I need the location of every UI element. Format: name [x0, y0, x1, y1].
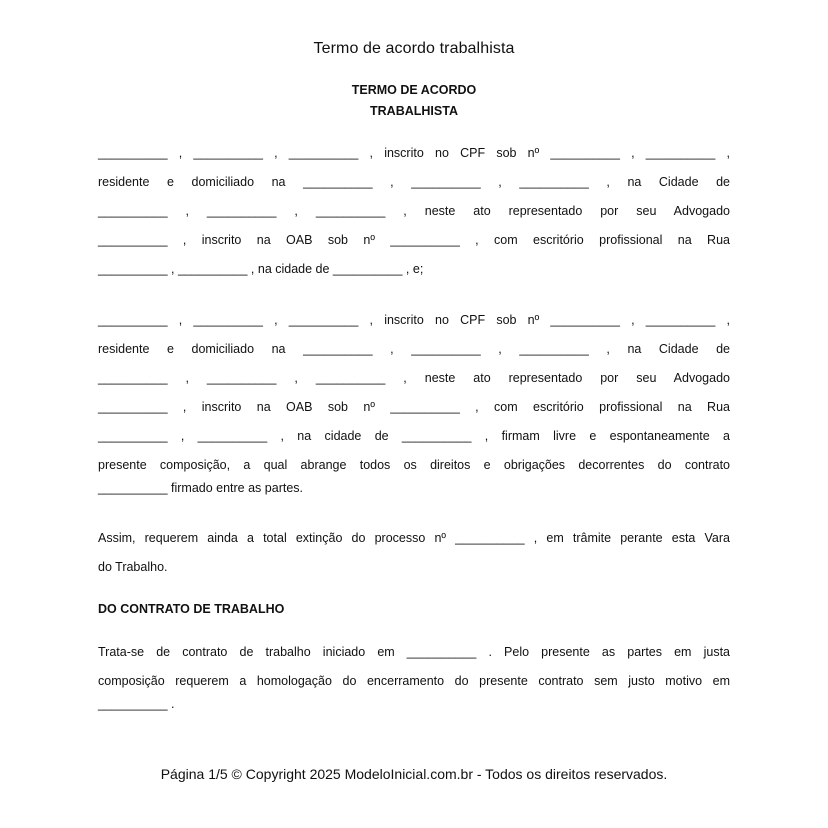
- section-heading-contract: DO CONTRATO DE TRABALHO: [98, 602, 285, 616]
- party-1-line-1: __________ , __________ , __________ , inscrito no CPF sob nº __________ , __________ ,: [98, 146, 730, 160]
- party-2-line-3: __________ , __________ , __________ , neste ato representado por seu Advogado: [98, 371, 730, 385]
- contract-paragraph: [98, 638, 730, 712]
- party-1-line-5: __________ , __________ , na cidade de __________ , e;: [98, 262, 424, 276]
- party-2-line-2: residente e domiciliado na __________ , __________ , __________ , na Cidade de: [98, 342, 730, 356]
- party-2-line-1: __________ , __________ , __________ , inscrito no CPF sob nº __________ , __________ ,: [98, 313, 730, 327]
- party-2-paragraph: [98, 306, 730, 496]
- contract-line-3: __________ .: [98, 697, 175, 711]
- document-header-title: Termo de acordo trabalhista: [313, 40, 515, 57]
- party-1-line-2: residente e domiciliado na __________ , __________ , __________ , na Cidade de: [98, 175, 730, 189]
- party-1-line-4: __________ , inscrito na OAB sob nº __________ , com escritório profissional na Rua: [98, 233, 730, 247]
- party-2-line-5: __________ , __________ , na cidade de __________ , firmam livre e espontaneamente a: [98, 429, 730, 443]
- main-title: [0, 80, 828, 122]
- party-2-line-4: __________ , inscrito na OAB sob nº __________ , com escritório profissional na Rua: [98, 400, 730, 414]
- page-footer: Página 1/5 © Copyright 2025 ModeloInicial.com.br - Todos os direitos reservados.: [160, 766, 668, 782]
- extinction-paragraph: [98, 524, 730, 582]
- main-title-line-2: TRABALHISTA: [370, 104, 458, 118]
- party-1-paragraph: [98, 139, 730, 284]
- party-2-line-6: presente composição, a qual abrange todos os direitos e obrigações decorrentes do contrato: [98, 458, 730, 472]
- party-2-line-7: __________ firmado entre as partes.: [98, 481, 303, 495]
- contract-line-2: composição requerem a homologação do encerramento do presente contrato sem justo motivo em: [98, 674, 730, 688]
- main-title-line-1: TERMO DE ACORDO: [351, 83, 477, 97]
- contract-line-1: Trata-se de contrato de trabalho iniciado em __________ . Pelo presente as partes em justa: [98, 645, 730, 659]
- extinction-line-2: do Trabalho.: [98, 560, 168, 574]
- party-1-line-3: __________ , __________ , __________ , neste ato representado por seu Advogado: [98, 204, 730, 218]
- extinction-line-1: Assim, requerem ainda a total extinção do processo nº __________ , em trâmite perante esta Vara: [98, 531, 730, 545]
